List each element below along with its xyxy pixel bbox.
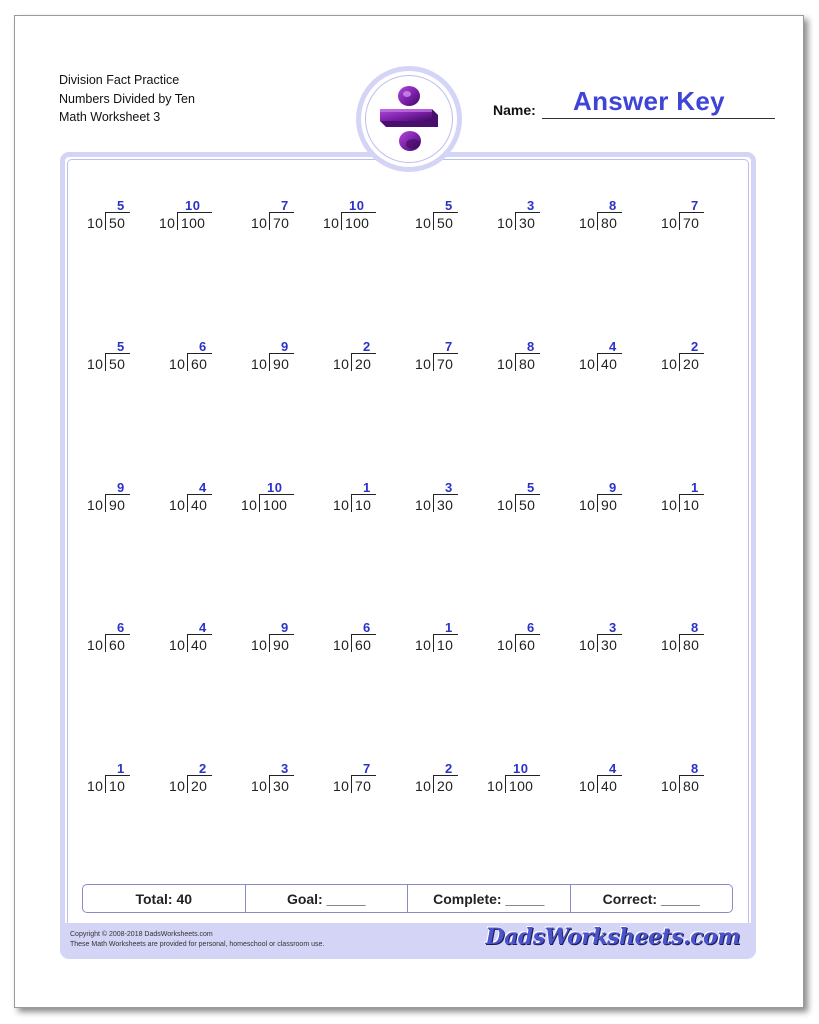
- divisor: 10: [579, 497, 596, 513]
- division-problem: [497, 620, 567, 660]
- dividend: 90: [273, 637, 290, 653]
- division-problem: [251, 339, 321, 379]
- quotient-answer: 8: [527, 339, 535, 354]
- division-problem: [251, 620, 321, 660]
- division-problem: [169, 339, 239, 379]
- division-problem: [579, 761, 649, 801]
- quotient-answer: 5: [117, 198, 125, 213]
- division-problem: [579, 339, 649, 379]
- divisor: 10: [87, 497, 104, 513]
- divisor: 10: [159, 215, 176, 231]
- name-label: Name:: [493, 102, 536, 118]
- dividend: 100: [509, 778, 534, 794]
- division-problem: [497, 198, 567, 238]
- division-problem: [87, 198, 157, 238]
- divisor: 10: [169, 356, 186, 372]
- dividend: 10: [109, 778, 126, 794]
- divisor: 10: [415, 215, 432, 231]
- dividend: 10: [683, 497, 700, 513]
- division-problem: [497, 339, 567, 379]
- divisor: 10: [497, 215, 514, 231]
- divisor: 10: [251, 778, 268, 794]
- division-problem: [323, 198, 405, 238]
- dividend: 50: [519, 497, 536, 513]
- divisor: 10: [579, 215, 596, 231]
- divisor: 10: [251, 637, 268, 653]
- total-count: Total: 40: [83, 885, 246, 912]
- copyright-line: Copyright © 2008-2018 DadsWorksheets.com: [70, 931, 213, 938]
- quotient-answer: 1: [363, 480, 371, 495]
- division-problem: [159, 198, 241, 238]
- division-problem: [251, 761, 321, 801]
- division-problem: [579, 198, 649, 238]
- quotient-answer: 7: [445, 339, 453, 354]
- quotient-answer: 2: [445, 761, 453, 776]
- divisor: 10: [87, 778, 104, 794]
- divisor: 10: [661, 356, 678, 372]
- quotient-answer: 3: [445, 480, 453, 495]
- division-problem: [241, 480, 323, 520]
- quotient-answer: 10: [267, 480, 283, 495]
- division-problem: [415, 620, 485, 660]
- division-problem: [169, 480, 239, 520]
- quotient-answer: 4: [199, 480, 207, 495]
- divisor: 10: [241, 497, 258, 513]
- quotient-answer: 10: [349, 198, 365, 213]
- site-logo: DadsWorksheets.com: [485, 924, 740, 950]
- quotient-answer: 9: [281, 339, 289, 354]
- dividend: 30: [601, 637, 618, 653]
- dividend: 50: [109, 356, 126, 372]
- quotient-answer: 8: [691, 620, 699, 635]
- quotient-answer: 1: [691, 480, 699, 495]
- quotient-answer: 10: [185, 198, 201, 213]
- correct-field: Correct: _____: [602, 890, 700, 907]
- division-problem: [333, 761, 403, 801]
- quotient-answer: 6: [117, 620, 125, 635]
- divisor: 10: [415, 637, 432, 653]
- division-problem: [169, 620, 239, 660]
- dividend: 50: [109, 215, 126, 231]
- dividend: 10: [355, 497, 372, 513]
- division-problem: [487, 761, 569, 801]
- footer: [62, 923, 754, 956]
- divisor: 10: [87, 637, 104, 653]
- quotient-answer: 3: [527, 198, 535, 213]
- quotient-answer: 4: [199, 620, 207, 635]
- quotient-answer: 2: [199, 761, 207, 776]
- division-problem: [415, 198, 485, 238]
- division-problem: [661, 761, 731, 801]
- divisor: 10: [169, 497, 186, 513]
- divisor: 10: [415, 497, 432, 513]
- dividend: 40: [191, 497, 208, 513]
- dividend: 70: [437, 356, 454, 372]
- worksheet-title: Division Fact Practice: [59, 73, 180, 87]
- division-problem: [87, 480, 157, 520]
- quotient-answer: 10: [513, 761, 529, 776]
- quotient-answer: 2: [363, 339, 371, 354]
- goal-field: Goal: _____: [246, 885, 409, 912]
- dividend: 20: [437, 778, 454, 794]
- quotient-answer: 8: [691, 761, 699, 776]
- dividend: 30: [519, 215, 536, 231]
- dividend: 60: [519, 637, 536, 653]
- division-problem: [661, 198, 731, 238]
- dividend: 60: [355, 637, 372, 653]
- divisor: 10: [333, 356, 350, 372]
- quotient-answer: 7: [691, 198, 699, 213]
- divisor: 10: [487, 778, 504, 794]
- quotient-answer: 6: [527, 620, 535, 635]
- division-problem: [661, 480, 731, 520]
- divisor: 10: [169, 637, 186, 653]
- dividend: 40: [191, 637, 208, 653]
- divisor: 10: [333, 497, 350, 513]
- usage-line: These Math Worksheets are provided for personal, homeschool or classroom use.: [70, 941, 325, 948]
- division-problem: [661, 620, 731, 660]
- divisor: 10: [87, 215, 104, 231]
- totals-bar: [82, 884, 733, 913]
- dividend: 40: [601, 356, 618, 372]
- dividend: 20: [191, 778, 208, 794]
- divisor: 10: [497, 637, 514, 653]
- dividend: 90: [601, 497, 618, 513]
- division-problem: [415, 480, 485, 520]
- dividend: 90: [109, 497, 126, 513]
- dividend: 80: [519, 356, 536, 372]
- dividend: 100: [345, 215, 370, 231]
- divisor: 10: [333, 637, 350, 653]
- division-problem: [169, 761, 239, 801]
- divisor: 10: [661, 497, 678, 513]
- quotient-answer: 3: [281, 761, 289, 776]
- dividend: 100: [263, 497, 288, 513]
- dividend: 100: [181, 215, 206, 231]
- divisor: 10: [661, 215, 678, 231]
- quotient-answer: 4: [609, 339, 617, 354]
- quotient-answer: 7: [281, 198, 289, 213]
- divisor: 10: [87, 356, 104, 372]
- divisor: 10: [415, 356, 432, 372]
- quotient-answer: 1: [117, 761, 125, 776]
- divisor: 10: [497, 356, 514, 372]
- divisor: 10: [579, 637, 596, 653]
- worksheet-number: Math Worksheet 3: [59, 110, 161, 124]
- divisor: 10: [579, 356, 596, 372]
- copyright-text: [70, 930, 324, 950]
- division-problem: [415, 761, 485, 801]
- worksheet-subtitle: Numbers Divided by Ten: [59, 91, 195, 106]
- answer-key-label: Answer Key: [573, 86, 725, 116]
- division-problem: [497, 480, 567, 520]
- dividend: 70: [683, 215, 700, 231]
- complete-field: Complete: _____: [408, 885, 571, 912]
- quotient-answer: 9: [281, 620, 289, 635]
- dividend: 80: [683, 778, 700, 794]
- dividend: 90: [273, 356, 290, 372]
- division-problem: [579, 480, 649, 520]
- division-problem: [333, 339, 403, 379]
- dividend: 70: [273, 215, 290, 231]
- division-problem: [415, 339, 485, 379]
- dividend: 60: [109, 637, 126, 653]
- quotient-answer: 5: [117, 339, 125, 354]
- dividend: 40: [601, 778, 618, 794]
- dividend: 20: [683, 356, 700, 372]
- divisor: 10: [323, 215, 340, 231]
- quotient-answer: 4: [609, 761, 617, 776]
- divisor: 10: [579, 778, 596, 794]
- division-problem: [87, 339, 157, 379]
- division-problem: [251, 198, 321, 238]
- division-problem: [661, 339, 731, 379]
- division-problem: [87, 620, 157, 660]
- dividend: 70: [355, 778, 372, 794]
- dividend: 50: [437, 215, 454, 231]
- quotient-answer: 8: [609, 198, 617, 213]
- divisor: 10: [251, 215, 268, 231]
- divisor: 10: [415, 778, 432, 794]
- quotient-answer: 2: [691, 339, 699, 354]
- division-problem: [87, 761, 157, 801]
- quotient-answer: 6: [363, 620, 371, 635]
- quotient-answer: 1: [445, 620, 453, 635]
- quotient-answer: 9: [609, 480, 617, 495]
- division-problem: [333, 480, 403, 520]
- divisor: 10: [661, 637, 678, 653]
- divisor: 10: [661, 778, 678, 794]
- quotient-answer: 7: [363, 761, 371, 776]
- division-problem: [333, 620, 403, 660]
- division-problem: [579, 620, 649, 660]
- quotient-answer: 9: [117, 480, 125, 495]
- divisor: 10: [169, 778, 186, 794]
- divisor: 10: [251, 356, 268, 372]
- dividend: 30: [273, 778, 290, 794]
- dividend: 20: [355, 356, 372, 372]
- dividend: 60: [191, 356, 208, 372]
- quotient-answer: 6: [199, 339, 207, 354]
- dividend: 80: [683, 637, 700, 653]
- divisor: 10: [333, 778, 350, 794]
- quotient-answer: 5: [527, 480, 535, 495]
- quotient-answer: 3: [609, 620, 617, 635]
- dividend: 30: [437, 497, 454, 513]
- quotient-answer: 5: [445, 198, 453, 213]
- dividend: 80: [601, 215, 618, 231]
- divisor: 10: [497, 497, 514, 513]
- dividend: 10: [437, 637, 454, 653]
